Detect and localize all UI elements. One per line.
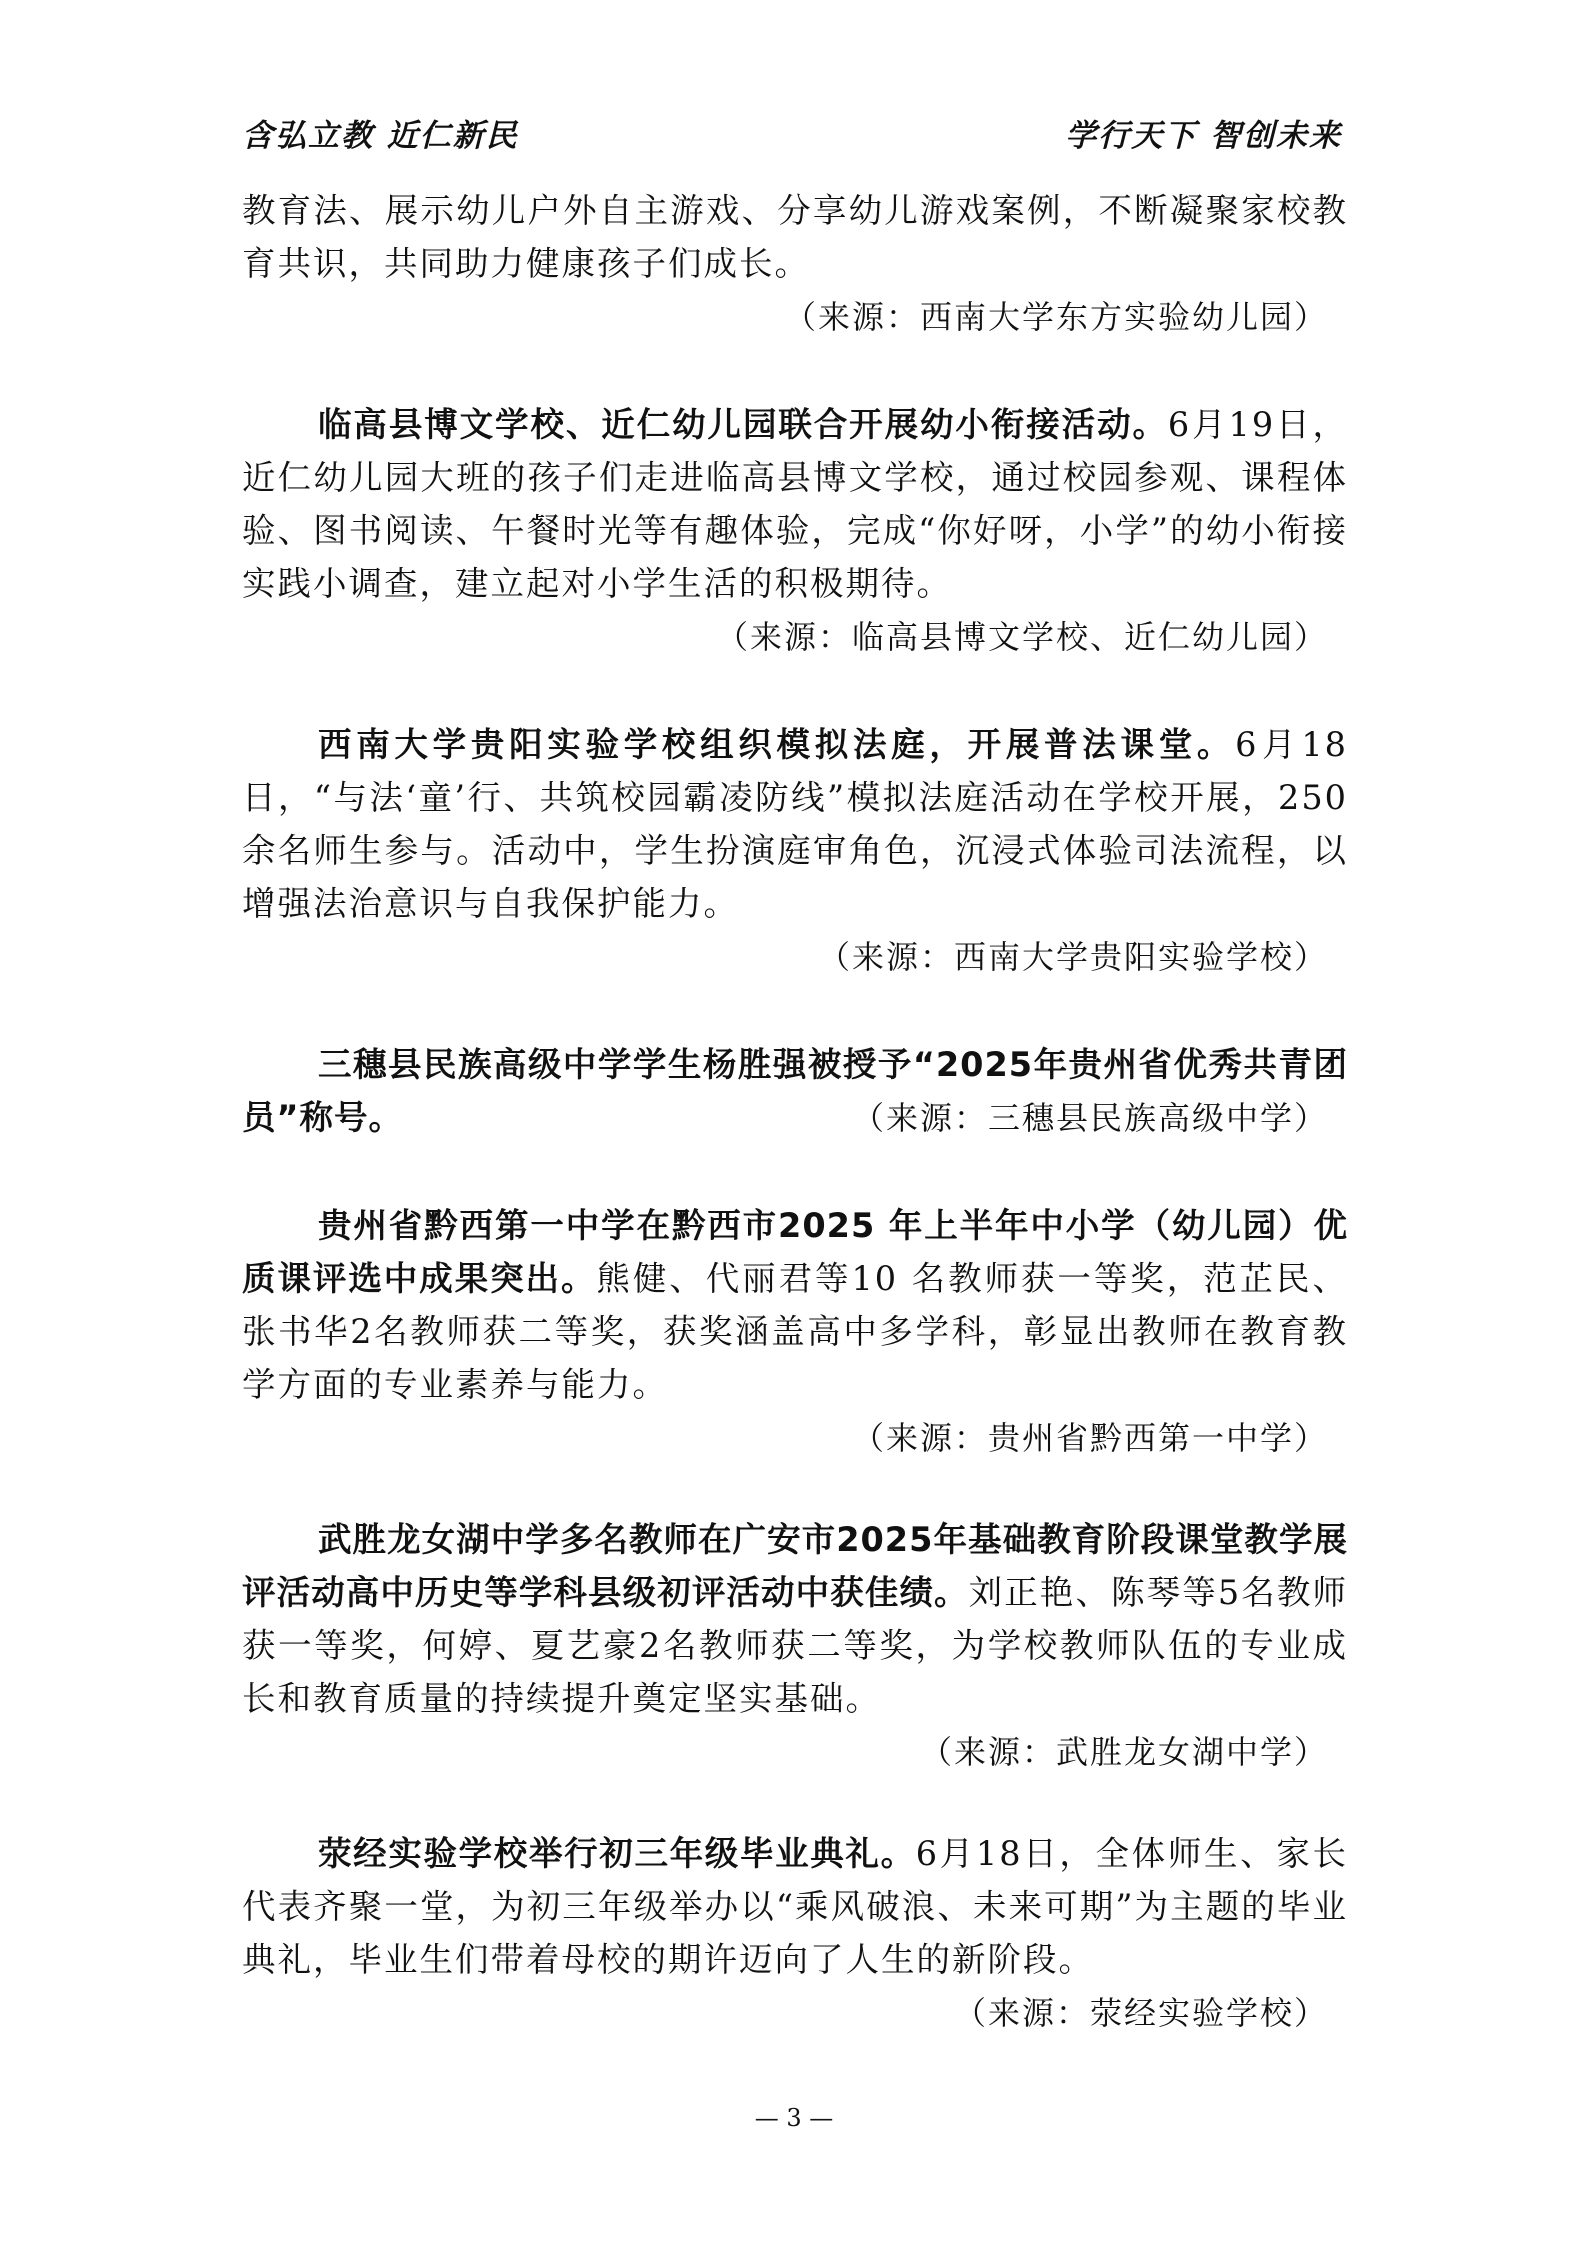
news-source: （来源：西南大学贵阳实验学校） xyxy=(817,938,1328,976)
news-body: 熊健、代丽君等10 名教师获一等奖，范芷民、张书华2名教师获二等奖，获奖涵盖高中多学科，彰显出教师在教育教学方面的专业素养与能力。 xyxy=(242,1259,1348,1404)
news-headline: 贵州省黔西第一中学在黔西市2025 年上半年中小学（幼儿园）优质课评选中成果突出。 xyxy=(242,1206,1348,1298)
page-number: — 3 — xyxy=(754,2104,834,2132)
news-headline: 三穗县民族高级中学学生杨胜强被授予“2025年贵州省优秀共青团员”称号。 xyxy=(242,1045,1348,1137)
news-source: （来源：荥经实验学校） xyxy=(953,1994,1328,2032)
spacer xyxy=(242,984,1348,1038)
news-source: （来源：武胜龙女湖中学） xyxy=(919,1733,1328,1771)
header-motto-right: 学行天下 智创未来 xyxy=(1065,118,1342,154)
spacer xyxy=(242,1145,1348,1199)
news-item xyxy=(242,1513,1348,1725)
intro-source: （来源：西南大学东方实验幼儿园） xyxy=(783,298,1328,336)
news-source: （来源：三穗县民族高级中学） xyxy=(851,1099,1328,1137)
news-item xyxy=(242,1038,1348,1144)
news-item xyxy=(242,718,1348,930)
spacer xyxy=(242,664,1348,718)
header-motto-left: 含弘立教 近仁新民 xyxy=(242,118,519,154)
intro-paragraph: 教育法、展示幼儿户外自主游戏、分享幼儿游戏案例，不断凝聚家校教育共识，共同助力健康孩子们成长。 xyxy=(242,191,1348,283)
news-body: 6月19日，近仁幼儿园大班的孩子们走进临高县博文学校，通过校园参观、课程体验、图书阅读、午餐时光等有趣体验，完成“你好呀，小学”的幼小衔接实践小调查，建立起对小学生活的积极期待。 xyxy=(242,405,1348,603)
news-item xyxy=(242,398,1348,610)
news-body: 6月18日，全体师生、家长代表齐聚一堂，为初三年级举办以“乘风破浪、未来可期”为主题的毕业典礼，毕业生们带着母校的期许迈向了人生的新阶段。 xyxy=(242,1834,1348,1979)
news-headline: 武胜龙女湖中学多名教师在广安市2025年基础教育阶段课堂教学展评活动高中历史等学科县级初评活动中获佳绩。 xyxy=(242,1520,1348,1612)
news-body: 刘正艳、陈琴等5名教师获一等奖，何婷、夏艺豪2名教师获二等奖，为学校教师队伍的专业成长和教育质量的持续提升奠定坚实基础。 xyxy=(242,1573,1348,1718)
news-item xyxy=(242,1199,1348,1411)
news-headline: 西南大学贵阳实验学校组织模拟法庭，开展普法课堂。 xyxy=(318,725,1236,764)
news-body: 6月18日，“与法‘童’行、共筑校园霸凌防线”模拟法庭活动在学校开展，250余名师生参与。活动中，学生扮演庭审角色，沉浸式体验司法流程，以增强法治意识与自我保护能力。 xyxy=(242,725,1348,923)
news-item xyxy=(242,1827,1348,1986)
spacer xyxy=(242,344,1348,398)
news-content xyxy=(242,184,1348,2040)
spacer xyxy=(242,1779,1348,1827)
spacer xyxy=(242,1465,1348,1513)
news-headline: 荥经实验学校举行初三年级毕业典礼。 xyxy=(318,1834,916,1873)
news-source: （来源：贵州省黔西第一中学） xyxy=(851,1419,1328,1457)
news-headline: 临高县博文学校、近仁幼儿园联合开展幼小衔接活动。 xyxy=(318,405,1168,444)
news-source: （来源：临高县博文学校、近仁幼儿园） xyxy=(715,618,1328,656)
